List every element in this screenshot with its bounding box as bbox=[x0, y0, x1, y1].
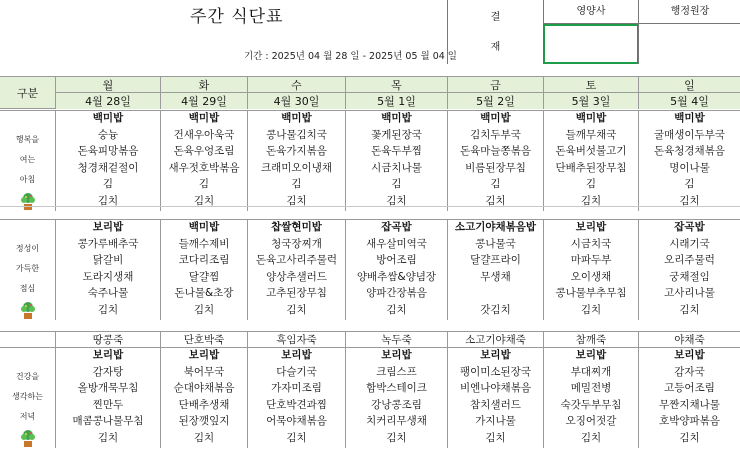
menu-item: 굴매생이두부국 bbox=[653, 128, 725, 141]
menu-item: 양파간장볶음 bbox=[366, 287, 427, 299]
lunch-label bbox=[0, 239, 55, 327]
menu-item: 방어조림 bbox=[376, 254, 417, 266]
menu-item: 꽃게된장국 bbox=[371, 128, 422, 141]
rice-item: 찹쌀현미밥 bbox=[271, 221, 322, 233]
day-header-0: 월 bbox=[55, 77, 160, 93]
rice-item: 보리밥 bbox=[480, 349, 511, 361]
rice-item: 백미밥 bbox=[92, 112, 124, 124]
dinner-day-0 bbox=[55, 347, 160, 448]
lunch-day-2 bbox=[247, 219, 345, 320]
porridge-item-0: 땅콩죽 bbox=[55, 332, 160, 348]
menu-item: 된장깻잎지 bbox=[178, 415, 230, 427]
porridge-item-1: 단호박죽 bbox=[160, 332, 247, 348]
menu-item bbox=[448, 285, 543, 302]
menu-item: 함박스테이크 bbox=[366, 382, 427, 394]
breakfast-day-3 bbox=[345, 110, 447, 211]
rice-item: 잡곡밥 bbox=[381, 221, 412, 233]
menu-item: 새우살미역국 bbox=[366, 237, 427, 250]
menu-item: 마파두부 bbox=[570, 254, 612, 266]
menu-item: 김치 bbox=[286, 194, 307, 207]
row-separator bbox=[0, 219, 740, 220]
menu-item: 오이생채 bbox=[570, 270, 612, 283]
lunch-day-6 bbox=[638, 219, 740, 320]
menu-item: 김치 bbox=[386, 303, 407, 316]
rice-item: 보리밥 bbox=[674, 349, 705, 361]
date-header-row bbox=[55, 92, 740, 109]
menu-item: 콩가루배추국 bbox=[77, 237, 139, 250]
day-header-5: 토 bbox=[543, 77, 638, 93]
menu-item: 크림스프 bbox=[376, 365, 417, 378]
menu-item: 가자미조림 bbox=[271, 382, 322, 394]
dinner-day-4 bbox=[447, 347, 543, 448]
menu-item: 코다리조림 bbox=[178, 254, 230, 266]
rice-item: 백미밥 bbox=[281, 112, 312, 124]
menu-item: 시래기국 bbox=[669, 237, 710, 250]
menu-item: 김치 bbox=[679, 303, 700, 316]
lunch-day-4 bbox=[447, 219, 543, 320]
menu-item: 명이나물 bbox=[669, 161, 710, 174]
lunch-label-line: 정성이 bbox=[15, 244, 40, 253]
row-separator-light bbox=[0, 206, 740, 207]
menu-item: 무짠지채나물 bbox=[659, 398, 720, 411]
breakfast-label-line: 아침 bbox=[19, 175, 36, 184]
rice-item: 보리밥 bbox=[575, 221, 607, 233]
date-header-5: 5월 3일 bbox=[543, 93, 638, 109]
menu-item: 김치 bbox=[580, 431, 602, 444]
menu-item: 돈나물&초장 bbox=[174, 287, 234, 299]
day-header-4: 금 bbox=[447, 77, 543, 93]
director-sign-cell[interactable] bbox=[638, 24, 740, 64]
lunch-day-3 bbox=[345, 219, 447, 320]
breakfast-day-6 bbox=[638, 110, 740, 211]
porridge-item-4: 소고기야채죽 bbox=[447, 332, 543, 348]
menu-item: 청국장찌개 bbox=[271, 237, 322, 250]
dinner-day-2 bbox=[247, 347, 345, 448]
menu-item: 새우젓호박볶음 bbox=[168, 161, 240, 174]
menu-item: 가지나물 bbox=[475, 415, 516, 427]
date-header-6: 5월 4일 bbox=[638, 93, 740, 109]
menu-item: 고등어조림 bbox=[664, 382, 715, 394]
director-header: 행정원장 bbox=[638, 0, 740, 24]
page-title: 주간 식단표 bbox=[190, 7, 284, 27]
menu-item: 비름된장무침 bbox=[465, 161, 526, 174]
date-header-4: 5월 2일 bbox=[447, 93, 543, 109]
lunch-day-0 bbox=[55, 219, 160, 320]
menu-item: 김치 bbox=[193, 431, 215, 444]
menu-item: 콩나물부추무침 bbox=[555, 287, 627, 299]
breakfast-label bbox=[0, 130, 55, 218]
approval-box bbox=[447, 0, 740, 64]
menu-item: 감자탕 bbox=[92, 365, 124, 378]
menu-item: 오리주물럭 bbox=[664, 254, 715, 266]
porridge-item-2: 흑임자죽 bbox=[247, 332, 345, 348]
lunch-label-line: 가득한 bbox=[15, 264, 40, 273]
menu-item: 들깨수제비 bbox=[178, 237, 230, 250]
menu-item: 돈육버섯불고기 bbox=[555, 145, 627, 157]
menu-item: 참치샐러드 bbox=[470, 398, 521, 411]
approval-label-1: 결 bbox=[490, 12, 501, 23]
rice-item: 소고기야채볶음밥 bbox=[454, 221, 537, 233]
row-separator bbox=[0, 110, 740, 111]
breakfast-day-2 bbox=[247, 110, 345, 211]
menu-item: 양상추샐러드 bbox=[266, 270, 327, 283]
breakfast-label-line: 여는 bbox=[19, 155, 36, 164]
menu-item: 김치 bbox=[679, 194, 700, 207]
dinner-day-5 bbox=[543, 347, 638, 448]
breakfast-day-4 bbox=[447, 110, 543, 211]
rice-item: 백미밥 bbox=[188, 221, 220, 233]
dinner-day-3 bbox=[345, 347, 447, 448]
date-header-3: 5월 1일 bbox=[345, 93, 447, 109]
approval-label-2: 재 bbox=[490, 42, 501, 53]
menu-item: 콩나물김치국 bbox=[266, 128, 327, 141]
potted-plant-icon bbox=[0, 301, 55, 327]
menu-item: 김치 bbox=[580, 303, 602, 316]
menu-item: 크래미오이냉채 bbox=[260, 161, 332, 174]
day-header-row bbox=[55, 76, 740, 93]
menu-item: 콩나물국 bbox=[475, 237, 516, 250]
dinner-label-line: 건강을 bbox=[15, 372, 40, 381]
menu-item: 김 bbox=[102, 178, 114, 190]
menu-item: 돈육청경채볶음 bbox=[653, 145, 725, 157]
menu-item: 김 bbox=[490, 178, 501, 190]
menu-item: 단배추된장무침 bbox=[555, 161, 627, 174]
rice-item: 보리밥 bbox=[575, 349, 607, 361]
menu-item: 닭갈비 bbox=[92, 254, 124, 266]
breakfast-day-5 bbox=[543, 110, 638, 211]
menu-item: 고추된장무침 bbox=[266, 287, 327, 299]
dinner-day-6 bbox=[638, 347, 740, 448]
nutritionist-header: 영양사 bbox=[543, 0, 638, 24]
menu-item: 시금치국 bbox=[570, 237, 612, 250]
lunch-day-5 bbox=[543, 219, 638, 320]
menu-item: 올방개묵무침 bbox=[77, 382, 139, 394]
rice-item: 보리밥 bbox=[92, 349, 124, 361]
menu-item: 김치 bbox=[97, 194, 119, 207]
lunch-label-line: 점심 bbox=[19, 284, 36, 293]
dinner-day-1 bbox=[160, 347, 247, 448]
rice-item: 백미밥 bbox=[575, 112, 607, 124]
menu-item: 김 bbox=[291, 178, 302, 190]
menu-item: 들깨무채국 bbox=[565, 128, 617, 141]
date-header-0: 4월 28일 bbox=[55, 93, 160, 109]
menu-item: 치커리무생채 bbox=[366, 415, 427, 427]
rice-item: 백미밥 bbox=[480, 112, 511, 124]
menu-item: 단호박견과찜 bbox=[266, 398, 327, 411]
menu-item: 청경채겉절이 bbox=[77, 161, 139, 174]
day-header-1: 화 bbox=[160, 77, 247, 93]
menu-item: 순대야채볶음 bbox=[173, 382, 235, 394]
menu-item: 강낭콩조림 bbox=[371, 398, 422, 411]
menu-item: 다슬기국 bbox=[276, 365, 317, 378]
day-header-2: 수 bbox=[247, 77, 345, 93]
menu-item: 김치 bbox=[679, 431, 700, 444]
date-header-1: 4월 29일 bbox=[160, 93, 247, 109]
menu-item: 건새우아욱국 bbox=[173, 128, 235, 141]
menu-item: 김치 bbox=[286, 303, 307, 316]
rice-item: 백미밥 bbox=[674, 112, 705, 124]
menu-item: 김치 bbox=[286, 431, 307, 444]
menu-item: 김치 bbox=[386, 431, 407, 444]
menu-item: 부대찌개 bbox=[570, 365, 612, 378]
menu-item: 김 bbox=[198, 178, 210, 190]
dinner-label-line: 생각하는 bbox=[12, 392, 43, 401]
menu-item: 김치 bbox=[386, 194, 407, 207]
dinner-label bbox=[0, 367, 55, 451]
menu-item: 갓김치 bbox=[480, 303, 511, 316]
porridge-item-6: 야채죽 bbox=[638, 332, 740, 348]
menu-item: 시금치나물 bbox=[371, 161, 422, 174]
menu-item: 북어무국 bbox=[183, 365, 225, 378]
menu-item: 김치 bbox=[97, 303, 119, 316]
rice-item: 잡곡밥 bbox=[674, 221, 705, 233]
menu-item: 돈육피망볶음 bbox=[77, 145, 139, 157]
menu-item: 숭늉 bbox=[97, 128, 119, 141]
rice-item: 보리밥 bbox=[188, 349, 220, 361]
menu-item: 달걀프라이 bbox=[470, 254, 521, 266]
lunch-day-1 bbox=[160, 219, 247, 320]
menu-item: 김치 bbox=[193, 303, 215, 316]
menu-item: 달걀찜 bbox=[188, 270, 220, 283]
menu-item: 김치 bbox=[580, 194, 602, 207]
menu-item: 김 bbox=[684, 178, 695, 190]
menu-item: 매콤콩나물무침 bbox=[72, 415, 144, 427]
menu-item: 궁채절임 bbox=[669, 270, 710, 283]
rice-item: 백미밥 bbox=[381, 112, 412, 124]
menu-item: 단배추생채 bbox=[178, 398, 230, 411]
menu-item: 숙주나물 bbox=[87, 287, 129, 299]
menu-item: 비엔나야채볶음 bbox=[459, 382, 531, 394]
rice-item: 백미밥 bbox=[188, 112, 220, 124]
gubun-header: 구분 bbox=[0, 76, 55, 109]
menu-item: 돈육우엉조림 bbox=[173, 145, 235, 157]
menu-item: 돈육가지볶음 bbox=[266, 145, 327, 157]
porridge-item-3: 녹두죽 bbox=[345, 332, 447, 348]
potted-plant-icon bbox=[0, 192, 55, 218]
menu-item: 무생채 bbox=[480, 270, 511, 283]
menu-item: 고사리나물 bbox=[664, 287, 715, 299]
menu-item: 돈육두부찜 bbox=[371, 145, 422, 157]
menu-item: 호박양파볶음 bbox=[659, 415, 720, 427]
menu-item: 팽이미소된장국 bbox=[459, 365, 531, 378]
date-header-2: 4월 30일 bbox=[247, 93, 345, 109]
rice-item: 보리밥 bbox=[381, 349, 412, 361]
rice-item: 보리밥 bbox=[92, 221, 124, 233]
menu-item: 찐만두 bbox=[92, 398, 124, 411]
menu-item: 김치 bbox=[193, 194, 215, 207]
menu-item: 김치 bbox=[97, 431, 119, 444]
menu-item: 김치 bbox=[485, 431, 506, 444]
breakfast-label-line: 행복을 bbox=[15, 135, 40, 144]
nutritionist-sign-cell[interactable] bbox=[543, 24, 639, 64]
menu-item: 숙갓두부무침 bbox=[560, 398, 622, 411]
rice-item: 보리밥 bbox=[281, 349, 312, 361]
menu-item: 메밀전병 bbox=[570, 382, 612, 394]
menu-item: 김 bbox=[391, 178, 402, 190]
dinner-label-line: 저녁 bbox=[19, 412, 36, 421]
porridge-item-5: 참깨죽 bbox=[543, 332, 638, 348]
menu-item: 어묵야채볶음 bbox=[266, 415, 327, 427]
menu-item: 돈육마늘쫑볶음 bbox=[459, 145, 531, 157]
menu-item: 감자국 bbox=[674, 365, 705, 378]
menu-item: 김치두부국 bbox=[470, 128, 521, 141]
day-header-6: 일 bbox=[638, 77, 740, 93]
menu-item: 도라지생채 bbox=[82, 270, 134, 283]
menu-item: 오징어젓갈 bbox=[565, 415, 617, 427]
menu-item: 김치 bbox=[485, 194, 506, 207]
menu-item: 양배추쌈&양념장 bbox=[356, 270, 437, 283]
menu-item: 김 bbox=[585, 178, 597, 190]
breakfast-day-1 bbox=[160, 110, 247, 211]
breakfast-day-0 bbox=[55, 110, 160, 211]
day-header-3: 목 bbox=[345, 77, 447, 93]
menu-item: 돈육고사리주물럭 bbox=[255, 254, 338, 266]
potted-plant-icon bbox=[0, 429, 55, 451]
period-text: 기간 : 2025년 04 월 28 일 - 2025년 05 월 04 일 bbox=[244, 51, 457, 62]
